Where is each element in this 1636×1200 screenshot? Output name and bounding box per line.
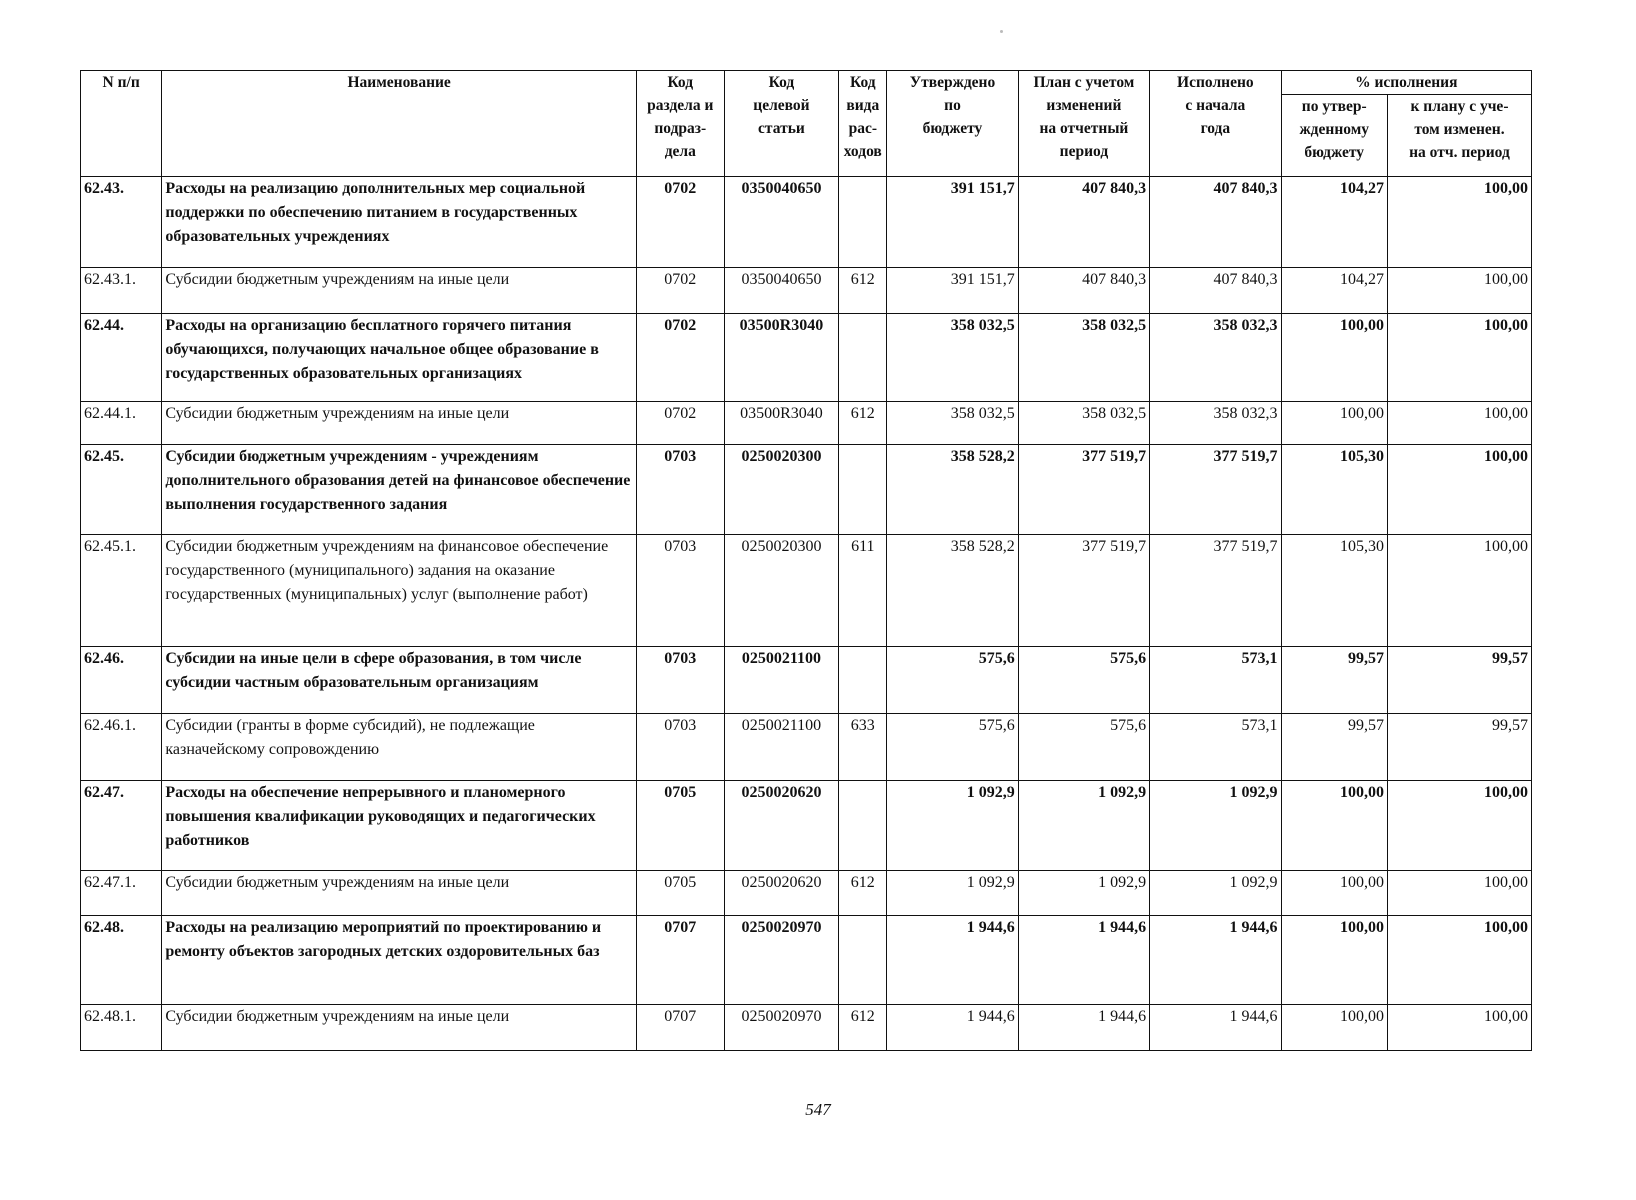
row-pct-plan: 100,00 xyxy=(1387,1005,1531,1051)
row-executed: 377 519,7 xyxy=(1150,535,1281,647)
row-celevaya: 0250020300 xyxy=(724,535,839,647)
row-pct-approved: 104,27 xyxy=(1281,177,1387,268)
row-plan: 377 519,7 xyxy=(1018,445,1149,535)
row-approved: 391 151,7 xyxy=(887,268,1018,314)
row-pct-approved: 99,57 xyxy=(1281,714,1387,781)
row-pct-approved: 105,30 xyxy=(1281,445,1387,535)
row-approved: 358 528,2 xyxy=(887,535,1018,647)
row-approved: 391 151,7 xyxy=(887,177,1018,268)
row-name: Субсидии бюджетным учреждениям на иные цели xyxy=(162,1005,637,1051)
row-id: 62.45.1. xyxy=(81,535,162,647)
row-razdel: 0703 xyxy=(636,714,724,781)
header-vid-line: вида xyxy=(846,97,880,114)
header-vid-line: рас- xyxy=(848,120,877,137)
row-razdel: 0703 xyxy=(636,535,724,647)
table-row xyxy=(81,871,1532,916)
row-name: Субсидии на иные цели в сфере образования, в том числе субсидии частным образовательным организациям xyxy=(162,647,637,714)
header-plan-line: период xyxy=(1059,143,1109,160)
row-pct-plan: 100,00 xyxy=(1387,871,1531,916)
row-celevaya: 0250020620 xyxy=(724,871,839,916)
row-approved: 1 944,6 xyxy=(887,916,1018,1005)
row-celevaya: 0250020970 xyxy=(724,1005,839,1051)
header-celevaya-line: статьи xyxy=(758,120,805,137)
row-executed: 1 944,6 xyxy=(1150,1005,1281,1051)
row-pct-approved: 100,00 xyxy=(1281,402,1387,445)
row-approved: 1 944,6 xyxy=(887,1005,1018,1051)
row-approved: 1 092,9 xyxy=(887,781,1018,871)
row-name: Расходы на реализацию дополнительных мер социальной поддержки по обеспечению питанием в государственных образовательных учреждениях xyxy=(162,177,637,268)
row-pct-approved: 100,00 xyxy=(1281,781,1387,871)
row-name: Субсидии бюджетным учреждениям на иные цели xyxy=(162,268,637,314)
row-id: 62.44.1. xyxy=(81,402,162,445)
table-row xyxy=(81,314,1532,402)
row-pct-approved: 105,30 xyxy=(1281,535,1387,647)
row-vid xyxy=(839,177,887,268)
scan-speck xyxy=(1000,30,1003,33)
row-plan: 1 092,9 xyxy=(1018,871,1149,916)
row-razdel: 0707 xyxy=(636,916,724,1005)
header-celevaya-line: Код xyxy=(768,74,795,91)
header-name: Наименование xyxy=(162,71,637,177)
row-name: Субсидии бюджетным учреждениям на иные цели xyxy=(162,871,637,916)
header-razdel-line: раздела и xyxy=(647,97,714,114)
row-vid xyxy=(839,647,887,714)
row-celevaya: 0250020970 xyxy=(724,916,839,1005)
row-razdel: 0702 xyxy=(636,314,724,402)
row-name: Субсидии (гранты в форме субсидий), не подлежащие казначейскому сопровождению xyxy=(162,714,637,781)
header-vid xyxy=(839,71,887,177)
header-razdel-line: дела xyxy=(664,143,696,160)
table-row xyxy=(81,647,1532,714)
row-name: Субсидии бюджетным учреждениям - учреждениям дополнительного образования детей на финансовое обеспечение выполнения государственного задания xyxy=(162,445,637,535)
row-plan: 575,6 xyxy=(1018,647,1149,714)
row-celevaya: 0250020620 xyxy=(724,781,839,871)
header-razdel xyxy=(636,71,724,177)
row-plan: 1 944,6 xyxy=(1018,916,1149,1005)
row-pct-plan: 100,00 xyxy=(1387,445,1531,535)
row-executed: 573,1 xyxy=(1150,714,1281,781)
row-approved: 358 032,5 xyxy=(887,314,1018,402)
row-celevaya: 0250021100 xyxy=(724,647,839,714)
row-razdel: 0702 xyxy=(636,177,724,268)
table-row xyxy=(81,781,1532,871)
row-pct-plan: 100,00 xyxy=(1387,916,1531,1005)
row-razdel: 0702 xyxy=(636,268,724,314)
header-vid-line: Код xyxy=(849,74,876,91)
row-name: Субсидии бюджетным учреждениям на иные цели xyxy=(162,402,637,445)
row-plan: 358 032,5 xyxy=(1018,402,1149,445)
header-num: N п/п xyxy=(81,71,162,177)
row-executed: 1 944,6 xyxy=(1150,916,1281,1005)
row-pct-plan: 99,57 xyxy=(1387,647,1531,714)
row-vid: 611 xyxy=(839,535,887,647)
row-vid: 612 xyxy=(839,871,887,916)
row-celevaya: 0350040650 xyxy=(724,268,839,314)
row-approved: 575,6 xyxy=(887,714,1018,781)
row-id: 62.43.1. xyxy=(81,268,162,314)
header-executed-line: Исполнено xyxy=(1177,74,1254,91)
header-executed xyxy=(1150,71,1281,177)
row-plan: 358 032,5 xyxy=(1018,314,1149,402)
row-pct-plan: 100,00 xyxy=(1387,402,1531,445)
header-pct-approved-line: жденному xyxy=(1299,121,1370,138)
table-row xyxy=(81,1005,1532,1051)
row-id: 62.46. xyxy=(81,647,162,714)
row-razdel: 0703 xyxy=(636,647,724,714)
table-row xyxy=(81,268,1532,314)
header-executed-line: года xyxy=(1200,120,1231,137)
header-razdel-line: подраз- xyxy=(654,120,707,137)
row-celevaya: 0350040650 xyxy=(724,177,839,268)
row-pct-plan: 100,00 xyxy=(1387,177,1531,268)
table-row xyxy=(81,535,1532,647)
header-plan xyxy=(1018,71,1149,177)
header-celevaya xyxy=(724,71,839,177)
row-razdel: 0707 xyxy=(636,1005,724,1051)
header-razdel-line: Код xyxy=(667,74,694,91)
row-executed: 1 092,9 xyxy=(1150,781,1281,871)
row-id: 62.46.1. xyxy=(81,714,162,781)
table-row xyxy=(81,916,1532,1005)
row-celevaya: 03500R3040 xyxy=(724,314,839,402)
row-executed: 377 519,7 xyxy=(1150,445,1281,535)
table-row xyxy=(81,445,1532,535)
budget-execution-table xyxy=(80,70,1532,1051)
row-vid xyxy=(839,314,887,402)
row-pct-approved: 99,57 xyxy=(1281,647,1387,714)
row-approved: 1 092,9 xyxy=(887,871,1018,916)
header-approved-line: Утверждено xyxy=(909,74,996,91)
row-pct-plan: 100,00 xyxy=(1387,781,1531,871)
row-executed: 358 032,3 xyxy=(1150,402,1281,445)
row-approved: 358 032,5 xyxy=(887,402,1018,445)
header-pct-plan xyxy=(1387,95,1531,177)
table-row xyxy=(81,714,1532,781)
row-vid xyxy=(839,445,887,535)
row-id: 62.43. xyxy=(81,177,162,268)
row-razdel: 0703 xyxy=(636,445,724,535)
row-celevaya: 0250020300 xyxy=(724,445,839,535)
page-number: 547 xyxy=(805,1100,831,1119)
header-pct-plan-line: на отч. период xyxy=(1409,144,1510,161)
row-executed: 358 032,3 xyxy=(1150,314,1281,402)
row-pct-approved: 100,00 xyxy=(1281,1005,1387,1051)
header-plan-line: изменений xyxy=(1046,97,1122,114)
row-pct-plan: 100,00 xyxy=(1387,535,1531,647)
row-executed: 573,1 xyxy=(1150,647,1281,714)
row-executed: 1 092,9 xyxy=(1150,871,1281,916)
row-vid xyxy=(839,781,887,871)
row-celevaya: 03500R3040 xyxy=(724,402,839,445)
table-row xyxy=(81,402,1532,445)
header-pct-approved-line: по утвер- xyxy=(1301,98,1367,115)
row-approved: 575,6 xyxy=(887,647,1018,714)
row-razdel: 0705 xyxy=(636,781,724,871)
row-pct-approved: 100,00 xyxy=(1281,916,1387,1005)
header-plan-line: План с учетом xyxy=(1033,74,1135,91)
row-name: Расходы на реализацию мероприятий по проектированию и ремонту объектов загородных детских оздоровительных баз xyxy=(162,916,637,1005)
row-vid xyxy=(839,916,887,1005)
table-body xyxy=(81,177,1532,1051)
row-approved: 358 528,2 xyxy=(887,445,1018,535)
header-pct-approved-line: бюджету xyxy=(1304,144,1365,161)
row-pct-approved: 100,00 xyxy=(1281,871,1387,916)
row-pct-plan: 99,57 xyxy=(1387,714,1531,781)
row-pct-plan: 100,00 xyxy=(1387,314,1531,402)
header-pct-approved xyxy=(1281,95,1387,177)
row-id: 62.44. xyxy=(81,314,162,402)
row-id: 62.45. xyxy=(81,445,162,535)
row-vid: 612 xyxy=(839,268,887,314)
row-razdel: 0702 xyxy=(636,402,724,445)
row-vid: 633 xyxy=(839,714,887,781)
row-pct-plan: 100,00 xyxy=(1387,268,1531,314)
row-id: 62.47. xyxy=(81,781,162,871)
row-plan: 377 519,7 xyxy=(1018,535,1149,647)
header-approved-line: по xyxy=(944,97,961,114)
table-header xyxy=(81,71,1532,177)
row-plan: 575,6 xyxy=(1018,714,1149,781)
table-row xyxy=(81,177,1532,268)
header-executed-line: с начала xyxy=(1185,97,1246,114)
row-pct-approved: 104,27 xyxy=(1281,268,1387,314)
row-plan: 407 840,3 xyxy=(1018,268,1149,314)
row-id: 62.47.1. xyxy=(81,871,162,916)
row-executed: 407 840,3 xyxy=(1150,177,1281,268)
row-name: Субсидии бюджетным учреждениям на финансовое обеспечение государственного (муниципального) задания на оказание государственных (муниципальных) услуг (выполнение работ) xyxy=(162,535,637,647)
header-celevaya-line: целевой xyxy=(753,97,810,114)
row-celevaya: 0250021100 xyxy=(724,714,839,781)
row-name: Расходы на обеспечение непрерывного и планомерного повышения квалификации руководящих и педагогических работников xyxy=(162,781,637,871)
row-name: Расходы на организацию бесплатного горячего питания обучающихся, получающих начальное общее образование в государственных образовательных организациях xyxy=(162,314,637,402)
row-id: 62.48. xyxy=(81,916,162,1005)
row-vid: 612 xyxy=(839,402,887,445)
header-pct-plan-line: к плану с уче- xyxy=(1410,98,1509,115)
row-plan: 1 944,6 xyxy=(1018,1005,1149,1051)
row-pct-approved: 100,00 xyxy=(1281,314,1387,402)
row-vid: 612 xyxy=(839,1005,887,1051)
header-plan-line: на отчетный xyxy=(1039,120,1129,137)
header-approved xyxy=(887,71,1018,177)
header-percent-group: % исполнения xyxy=(1281,71,1531,95)
header-pct-plan-line: том изменен. xyxy=(1414,121,1505,138)
row-razdel: 0705 xyxy=(636,871,724,916)
header-vid-line: ходов xyxy=(843,143,882,160)
row-plan: 407 840,3 xyxy=(1018,177,1149,268)
header-approved-line: бюджету xyxy=(922,120,983,137)
row-id: 62.48.1. xyxy=(81,1005,162,1051)
row-plan: 1 092,9 xyxy=(1018,781,1149,871)
row-executed: 407 840,3 xyxy=(1150,268,1281,314)
